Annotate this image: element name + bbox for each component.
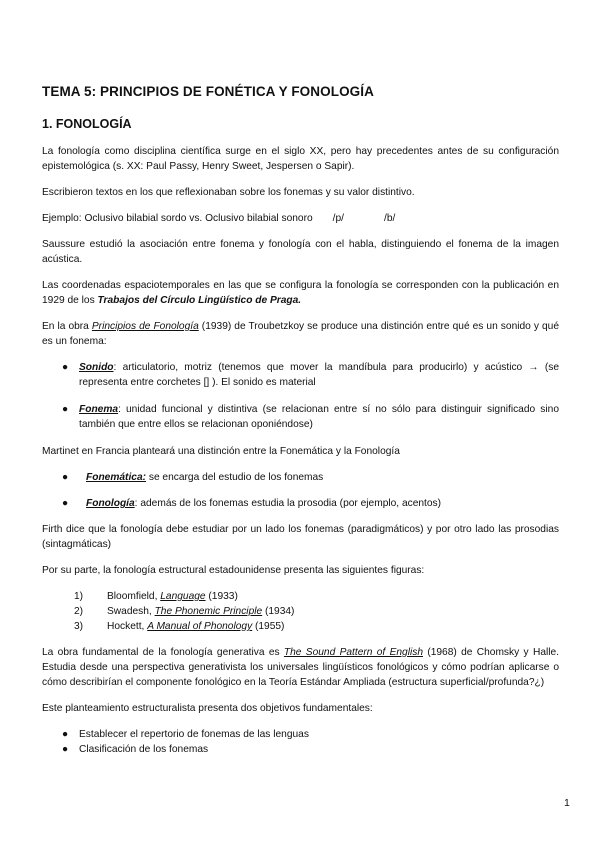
document-page [42, 84, 559, 768]
list-item: ● Fonemática: se encarga del estudio de los fonemas [62, 472, 324, 483]
bullet-icon: ● [62, 362, 69, 373]
bullet-list [42, 727, 559, 757]
work-title: Language [160, 591, 206, 602]
work-title: The Sound Pattern of English [283, 647, 423, 658]
bullet-icon: ● [62, 472, 69, 483]
bullet-list [42, 470, 559, 511]
paragraph: En la obra Principios de Fonología (1939) de Troubetzkoy se produce una distinción entre qué es un sonido y qué es un fonema: [42, 321, 559, 347]
term: Fonemática: [86, 472, 147, 483]
page-number: 1 [564, 797, 570, 809]
document-title: TEMA 5: PRINCIPIOS DE FONÉTICA Y FONOLOGÍA [42, 84, 374, 99]
numbered-list [42, 589, 559, 634]
work-title: A Manual of Phonology [147, 621, 253, 632]
list-item: ● Clasificación de los fonemas [62, 744, 209, 755]
phoneme-p: /p/ [332, 213, 344, 224]
list-item: ● Establecer el repertorio de fonemas de las lenguas [62, 729, 309, 740]
work-title: The Phonemic Principle [154, 606, 263, 617]
list-item: ● Fonología: además de los fonemas estudia la prosodia (por ejemplo, acentos) [62, 498, 442, 509]
list-item: ● Sonido: articulatorio, motriz (tenemos que mover la mandíbula para producirlo) y acústico → (se representa entre corchetes [] ). El sonido es material [62, 362, 559, 388]
list-item: 2) Swadesh, The Phonemic Principle (1934) [74, 606, 295, 617]
term: Fonema [79, 404, 119, 415]
term: Fonología [86, 498, 135, 509]
paragraph: Saussure estudió la asociación entre fonema y fonología con el habla, distinguiendo el fonema de la imagen acústica. [42, 239, 559, 265]
paragraph: Firth dice que la fonología debe estudiar por un lado los fonemas (paradigmáticos) y por otro lado las prosodias (sintagmáticas) [42, 524, 559, 550]
phoneme-b: /b/ [384, 213, 396, 224]
term: Sonido [79, 362, 114, 373]
bullet-icon: ● [62, 744, 69, 755]
work-title: Principios de Fonología [91, 321, 199, 332]
paragraph: Martinet en Francia planteará una distinción entre la Fonemática y la Fonología [42, 446, 400, 457]
paragraph: La fonología como disciplina científica surge en el siglo XX, pero hay precedentes antes de su configuración epistemológica (s. XX: Paul Passy, Henry Sweet, Jespersen o Sapir). [42, 146, 559, 172]
bullet-icon: ● [62, 404, 69, 415]
bullet-icon: ● [62, 498, 69, 509]
paragraph: Escribieron textos en los que reflexionaban sobre los fonemas y su valor distintivo. [42, 187, 415, 198]
section-heading: 1. FONOLOGÍA [42, 117, 132, 131]
paragraph-example: Ejemplo: Oclusivo bilabial sordo vs. Oclusivo bilabial sonoro /p/ /b/ [42, 213, 396, 224]
bullet-icon: ● [62, 729, 69, 740]
list-item: 3) Hockett, A Manual of Phonology (1955) [74, 621, 285, 632]
list-item: 1) Bloomfield, Language (1933) [74, 591, 238, 602]
paragraph: Las coordenadas espaciotemporales en las que se configura la fonología se corresponden con la publicación en 1929 de los Trabajos del Círculo Lingüístico de Praga. [42, 280, 559, 306]
list-item: ● Fonema: unidad funcional y distintiva (se relacionan entre sí no sólo para distinguir significado sino también que entre ellos se relacionan oponiéndose) [62, 404, 559, 430]
bold-title: Trabajos del Círculo Lingüístico de Praga. [97, 295, 302, 306]
paragraph: Por su parte, la fonología estructural estadounidense presenta las siguientes figuras: [42, 565, 425, 576]
paragraph: Este planteamiento estructuralista presenta dos objetivos fundamentales: [42, 703, 373, 714]
paragraph: La obra fundamental de la fonología generativa es The Sound Pattern of English (1968) de Chomsky y Halle. Estudia desde una perspectiva generativista los universales lingüísticos fonológicos y cómo podrían aplicarse o cómo describirían el componente fonológico en la Teoría Estándar Ampliada (estructura superficial/profunda?¿) [42, 647, 560, 688]
bullet-list [42, 360, 559, 432]
